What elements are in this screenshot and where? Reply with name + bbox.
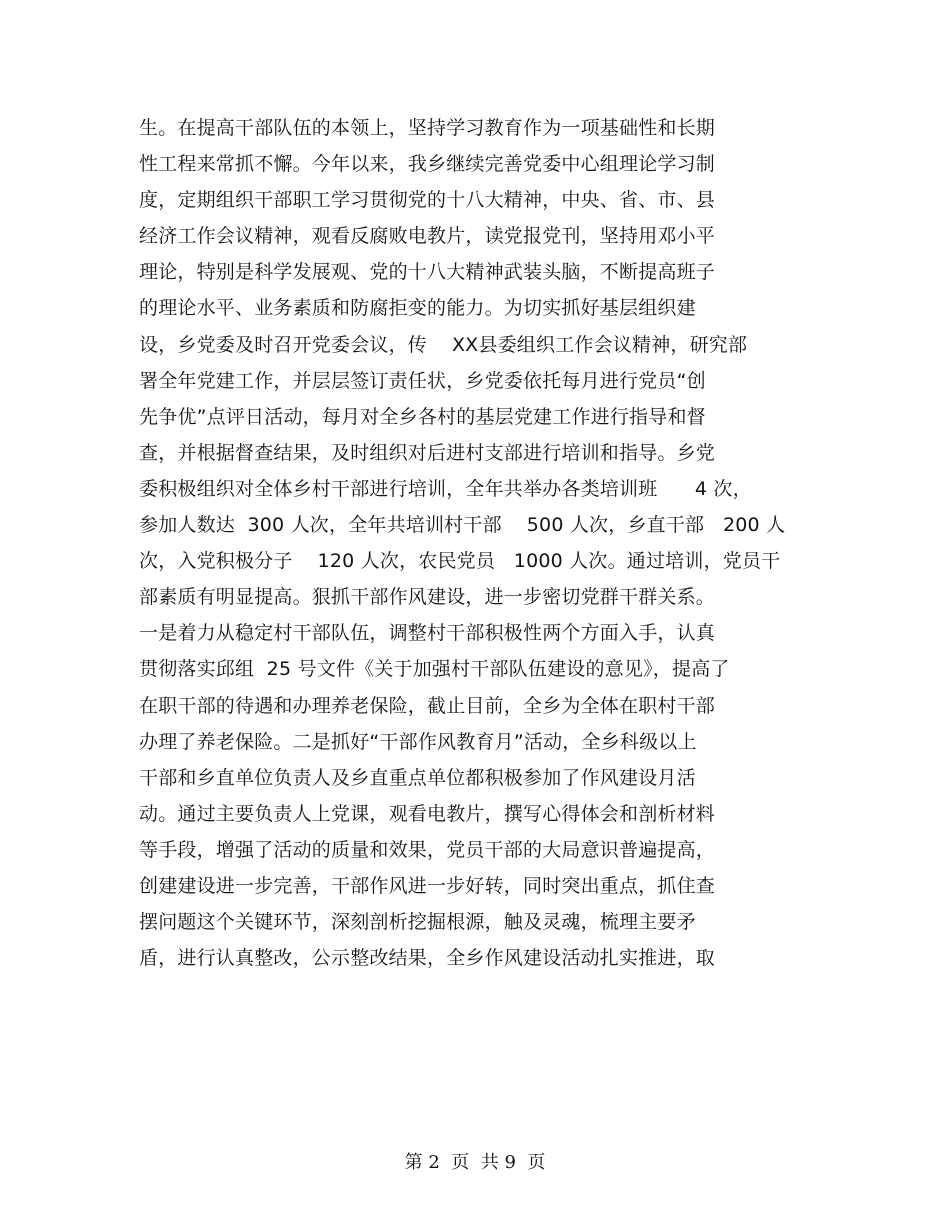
text-line: 等手段，增强了活动的质量和效果，党员干部的大局意识普遍提高， [139, 838, 716, 861]
text-line: 署全年党建工作，并层层签订责任状，乡党委依托每月进行党员“创 [139, 369, 706, 392]
text-line: 理论，特别是科学发展观、党的十八大精神武装头脑，不断提高班子 [139, 261, 716, 284]
text-line: 创建建设进一步完善，干部作风进一步好转，同时突出重点，抓住查 [139, 874, 716, 897]
text-line: 设，乡党委及时召开党委会议，传 XX县委组织工作会议精神，研究部 [139, 333, 748, 356]
text-line: 生。在提高干部队伍的本领上，坚持学习教育作为一项基础性和长期 [139, 117, 716, 139]
text-line: 办理了养老保险。二是抓好“干部作风教育月”活动，全乡科级以上 [139, 730, 697, 753]
text-line: 动。通过主要负责人上党课，观看电教片，撰写心得体会和剖析材料 [139, 802, 716, 825]
text-line: 一是着力从稳定村干部队伍，调整村干部积极性两个方面入手，认真 [139, 622, 716, 645]
text-line: 干部和乡直单位负责人及乡直重点单位都积极参加了作风建设月活 [139, 766, 696, 789]
text-line: 盾，进行认真整改，公示整改结果，全乡作风建设活动扎实推进，取 [139, 947, 716, 970]
text-line: 经济工作会议精神，观看反腐败电教片，读党报党刊，坚持用邓小平 [139, 225, 716, 248]
text-line: 部素质有明显提高。狠抓干部作风建设，进一步密切党群干群关系。 [139, 586, 716, 609]
text-line: 度，定期组织干部职工学习贯彻党的十八大精神，中央、省、市、县 [139, 189, 716, 212]
text-line: 摆问题这个关键环节，深刻剖析挖掘根源，触及灵魂，梳理主要矛 [139, 911, 696, 934]
text-line: 参加人数达 300 人次，全年共培训村干部 500 人次，乡直干部 200 人 [139, 514, 786, 537]
text-line: 在职干部的待遇和办理养老保险，截止目前，全乡为全体在职村干部 [139, 694, 716, 717]
text-line: 次，入党积极分子 120 人次，农民党员 1000 人次。通过培训，党员干 [139, 550, 781, 573]
text-line: 的理论水平、业务素质和防腐拒变的能力。为切实抓好基层组织建 [139, 297, 696, 320]
text-line: 先争优”点评日活动，每月对全乡各村的基层党建工作进行指导和督 [139, 405, 706, 428]
page-number-footer: 第 2 页 共 9 页 [404, 1152, 546, 1173]
text-line: 贯彻落实邱组 25 号文件《关于加强村干部队伍建设的意见》，提高了 [139, 658, 730, 681]
text-line: 查，并根据督查结果，及时组织对后进村支部进行培训和指导。乡党 [139, 441, 716, 464]
document-body [139, 110, 819, 976]
text-line: 委积极组织对全体乡村干部进行培训，全年共举办各类培训班 4 次， [139, 477, 752, 500]
text-line: 性工程来常抓不懈。今年以来，我乡继续完善党委中心组理论学习制 [139, 153, 716, 176]
